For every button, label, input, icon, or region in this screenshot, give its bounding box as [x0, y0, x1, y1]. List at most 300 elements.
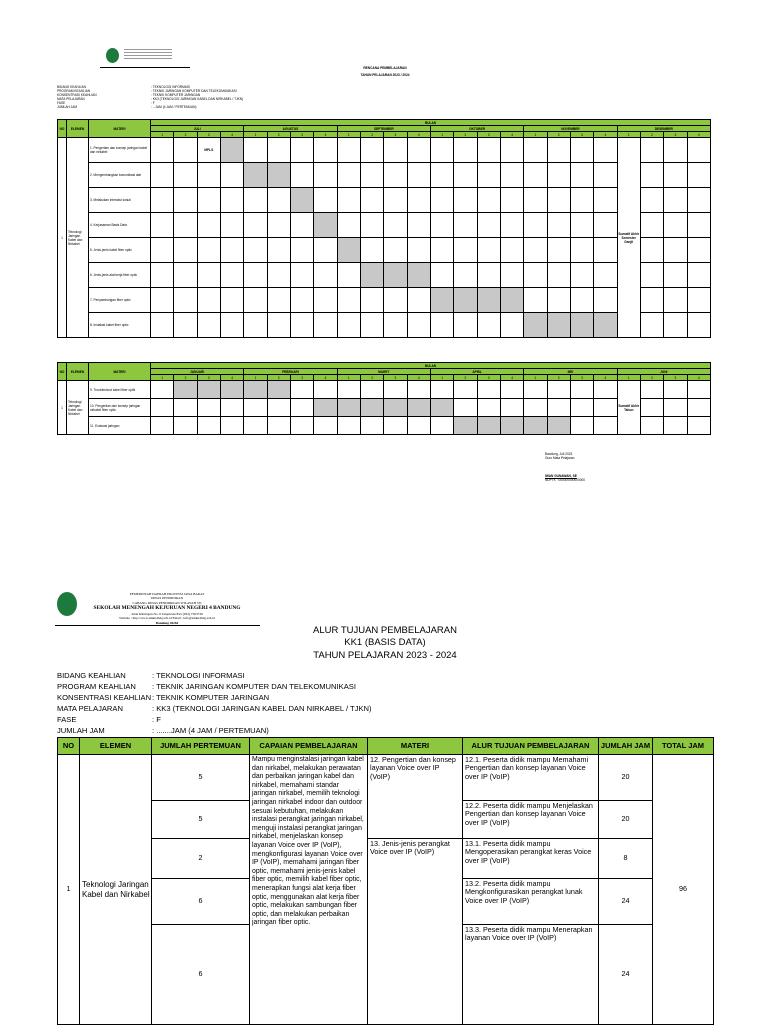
week-cell: [360, 417, 383, 435]
week-header: 2: [640, 132, 663, 138]
week-cell: [174, 288, 197, 313]
atp-cell: 12.2. Peserta didik mampu Menjelaskan Pengertian dan konsep layanan Voice over IP (VoIP): [463, 801, 599, 839]
row-no: 1: [58, 138, 67, 338]
week-cell: [430, 213, 453, 238]
week-cell: MPLS: [197, 138, 220, 163]
week-cell: [314, 417, 337, 435]
week-cell: [314, 188, 337, 213]
week-header: 3: [290, 132, 313, 138]
week-header: 2: [174, 132, 197, 138]
week-cell: [174, 381, 197, 399]
month-header: JUNI: [617, 369, 710, 375]
week-cell: [547, 163, 570, 188]
week-cell: [477, 263, 500, 288]
week-cell: [290, 313, 313, 338]
week-cell: [290, 213, 313, 238]
week-cell: [500, 163, 523, 188]
materi-cell: 12. Pengertian dan konsep layanan Voice over IP (VoIP): [368, 755, 463, 839]
week-cell: [524, 188, 547, 213]
week-cell: [407, 213, 430, 238]
week-cell: [290, 417, 313, 435]
hdr-bulan: BULAN: [151, 120, 711, 126]
week-cell: [500, 213, 523, 238]
week-cell: [594, 163, 617, 188]
doc2-letterhead: PEMERINTAH DAERAH PROVINSI JAWA BARAT DINAS PENDIDIKAN CABANG DINAS PENDIDIKAN WILAYAH VII SEKOLAH MENENGAH KEJURUAN NEGERI 4 BANDUNG Jalan Kliningan No. 6 Telephone/Fax (022) 7303736 Website : http://www.smkn4bdg.sch.id Email : info@smkn4bdg.sch.id Bandung 40264: [93, 592, 241, 625]
week-cell: [197, 163, 220, 188]
week-cell: [454, 399, 477, 417]
doc2-subtitle: KK1 (BASIS DATA): [344, 637, 426, 649]
week-cell: [454, 138, 477, 163]
week-cell: [454, 381, 477, 399]
week-cell: [407, 238, 430, 263]
week-cell: [500, 238, 523, 263]
col-capaian: CAPAIAN PEMBELAJARAN: [250, 738, 368, 755]
week-cell: [384, 263, 407, 288]
week-cell: [384, 417, 407, 435]
week-header: 3: [570, 375, 593, 381]
week-cell: [220, 238, 243, 263]
week-header: 3: [477, 132, 500, 138]
week-cell: [337, 163, 360, 188]
week-cell: [174, 263, 197, 288]
week-cell: [244, 263, 267, 288]
hdr-materi: MATERI: [89, 120, 151, 138]
col-jumlah-pertemuan: JUMLAH PERTEMUAN: [152, 738, 250, 755]
week-cell: [407, 263, 430, 288]
week-cell: [244, 163, 267, 188]
week-cell: [360, 238, 383, 263]
week-cell: [664, 399, 687, 417]
week-cell: [197, 213, 220, 238]
week-cell: [547, 263, 570, 288]
materi-cell: 1. Pengertian dan konsep jaringan kabel dan nirkabel: [89, 138, 151, 163]
week-cell: [314, 238, 337, 263]
row-no: 1: [58, 755, 80, 1025]
week-cell: [244, 213, 267, 238]
week-cell: [430, 313, 453, 338]
schedule-table-2: [57, 362, 711, 435]
week-cell: [430, 381, 453, 399]
week-cell: [244, 313, 267, 338]
materi-cell: 7. Penyambungan fiber optic: [89, 288, 151, 313]
week-cell: [337, 288, 360, 313]
week-cell: [687, 288, 710, 313]
jam-cell: 20: [599, 755, 653, 801]
col-total-jam: TOTAL JAM: [653, 738, 714, 755]
week-cell: [360, 313, 383, 338]
week-header: 3: [197, 132, 220, 138]
week-cell: [640, 188, 663, 213]
week-cell: [687, 313, 710, 338]
week-header: 4: [407, 375, 430, 381]
week-cell: [360, 163, 383, 188]
week-cell: [430, 238, 453, 263]
week-cell: [594, 313, 617, 338]
week-header: 3: [664, 375, 687, 381]
week-cell: [664, 381, 687, 399]
week-cell: [687, 213, 710, 238]
week-header: 2: [174, 375, 197, 381]
col-materi: MATERI: [368, 738, 463, 755]
week-header: 1: [524, 132, 547, 138]
materi-cell: 9. Troubleshoot kabel fiber optik: [89, 381, 151, 399]
week-cell: [524, 238, 547, 263]
hdr-no: NO: [58, 363, 67, 381]
week-cell: [407, 399, 430, 417]
week-cell: [594, 138, 617, 163]
doc1-letterhead: [124, 47, 172, 63]
sumatif-cell: Sumatif Akhir Semester Ganjil: [617, 138, 640, 338]
week-cell: [640, 263, 663, 288]
week-cell: [524, 213, 547, 238]
week-cell: [151, 163, 174, 188]
week-cell: [430, 263, 453, 288]
week-header: 2: [547, 132, 570, 138]
week-header: 4: [594, 375, 617, 381]
week-header: 4: [594, 132, 617, 138]
week-cell: [547, 213, 570, 238]
week-cell: [477, 417, 500, 435]
week-cell: [384, 188, 407, 213]
materi-cell: 10. Pengertian dan konsep jaringan nirkabel fiber optic: [89, 399, 151, 417]
week-cell: [267, 381, 290, 399]
week-cell: [407, 163, 430, 188]
week-cell: [290, 381, 313, 399]
week-cell: [197, 417, 220, 435]
week-cell: [570, 213, 593, 238]
week-cell: [360, 263, 383, 288]
doc2-title-block: [250, 625, 520, 662]
week-cell: [337, 399, 360, 417]
week-header: 3: [664, 132, 687, 138]
week-cell: [197, 288, 220, 313]
week-cell: [407, 417, 430, 435]
week-header: 2: [547, 375, 570, 381]
atp-table: [57, 737, 714, 1025]
week-header: 4: [220, 132, 243, 138]
week-cell: [290, 238, 313, 263]
week-cell: [594, 288, 617, 313]
week-header: 4: [407, 132, 430, 138]
week-cell: [570, 263, 593, 288]
month-header: DESEMBER: [617, 126, 710, 132]
week-cell: [430, 188, 453, 213]
materi-cell: 8. Instalasi kabel fiber optic: [89, 313, 151, 338]
week-cell: [407, 288, 430, 313]
week-cell: [687, 238, 710, 263]
week-cell: [220, 288, 243, 313]
week-cell: [314, 163, 337, 188]
week-cell: [151, 188, 174, 213]
total-jam-cell: 96: [653, 755, 714, 1025]
week-cell: [360, 288, 383, 313]
week-header: 3: [570, 132, 593, 138]
week-cell: [360, 138, 383, 163]
week-cell: [220, 213, 243, 238]
week-cell: [454, 213, 477, 238]
week-cell: [570, 163, 593, 188]
week-cell: [570, 238, 593, 263]
month-header: JANUARI: [151, 369, 244, 375]
week-cell: [430, 417, 453, 435]
week-cell: [430, 163, 453, 188]
week-cell: [290, 288, 313, 313]
week-cell: [547, 381, 570, 399]
week-cell: [664, 417, 687, 435]
week-cell: [360, 213, 383, 238]
week-cell: [687, 138, 710, 163]
atp-cell: 13.3. Peserta didik mampu Menerapkan layanan Voice over IP (VoIP): [463, 925, 599, 1025]
materi-cell: 11. Evaluasi jaringan: [89, 417, 151, 435]
doc1-year: TAHUN PELAJARAN 2023 / 2024: [360, 73, 410, 77]
hdr-no: NO: [58, 120, 67, 138]
week-cell: [220, 417, 243, 435]
week-cell: [500, 399, 523, 417]
week-cell: [524, 138, 547, 163]
week-cell: [454, 188, 477, 213]
week-cell: [500, 288, 523, 313]
week-cell: [640, 399, 663, 417]
week-cell: [267, 288, 290, 313]
week-header: 1: [151, 132, 174, 138]
week-cell: [197, 188, 220, 213]
week-cell: [314, 213, 337, 238]
week-cell: [384, 238, 407, 263]
week-cell: [570, 188, 593, 213]
week-header: 1: [617, 375, 640, 381]
week-cell: [664, 238, 687, 263]
week-cell: [477, 188, 500, 213]
week-cell: [430, 138, 453, 163]
week-cell: [290, 188, 313, 213]
week-header: 3: [290, 375, 313, 381]
week-cell: [687, 399, 710, 417]
doc1-signature: Bandung, Juli 2023 Guru Mata Pelajaran IWAN GUNAWAN, SE NUPTK : 000000000000000: [545, 452, 586, 482]
week-cell: [244, 399, 267, 417]
week-cell: [151, 263, 174, 288]
week-cell: [384, 163, 407, 188]
capaian-cell: Mampu menginstalasi jaringan kabel dan nirkabel, melakukan perawatan dan perbaikan jaringan kabel dan nirkabel, memahami standar jaringan nirkabel, memilih teknologi jaringan nirkabel indoor dan outdoor sesuai kebutuhan, melakukan instalasi perangkat jaringan nirkabel, menguji instalasi perangkat jaringan nirkabel, menjelaskan konsep layanan Voice over IP (VoIP), mengkonfigurasi layanan Voice over IP (VoIP), memahami jaringan fiber optic, memahami jenis-jenis kabel fiber optic, memilih kabel fiber optic, menerapkan fungsi alat kerja fiber optic, menggunakan alat kerja fiber optic, melakukan sambungan fiber optic, dan melakukan perbaikan jaringan fiber optic.: [250, 755, 368, 1025]
week-cell: [547, 399, 570, 417]
week-cell: [594, 399, 617, 417]
month-header: AGUSTUS: [244, 126, 337, 132]
school-logo-icon: [57, 592, 77, 616]
week-cell: [174, 313, 197, 338]
week-cell: [640, 138, 663, 163]
week-cell: [244, 381, 267, 399]
week-cell: [524, 313, 547, 338]
week-header: 4: [220, 375, 243, 381]
week-cell: [594, 188, 617, 213]
week-cell: [454, 163, 477, 188]
atp-cell: 13.1. Peserta didik mampu Mengoperasikan perangkat keras Voice over IP (VoIP): [463, 839, 599, 879]
materi-cell: 13. Jenis-jenis perangkat Voice over IP (VoIP): [368, 839, 463, 1025]
week-cell: [220, 163, 243, 188]
week-cell: [640, 288, 663, 313]
week-header: 4: [314, 375, 337, 381]
week-cell: [220, 399, 243, 417]
sumatif-cell: Sumatif Akhir Tahun: [617, 381, 640, 435]
week-cell: [407, 381, 430, 399]
atp-cell: 12.1. Peserta didik mampu Memahami Pengertian dan konsep layanan Voice over IP (VoIP): [463, 755, 599, 801]
week-header: 1: [337, 375, 360, 381]
week-cell: [337, 138, 360, 163]
week-cell: [500, 138, 523, 163]
week-cell: [594, 381, 617, 399]
month-header: OKTOBER: [430, 126, 523, 132]
week-cell: [454, 313, 477, 338]
week-header: 2: [267, 132, 290, 138]
week-cell: [337, 238, 360, 263]
week-cell: [570, 288, 593, 313]
week-header: 4: [687, 375, 710, 381]
jam-cell: 24: [599, 879, 653, 925]
materi-cell: 3. Melakukan interaksi sosial: [89, 188, 151, 213]
week-cell: [664, 213, 687, 238]
week-cell: [151, 138, 174, 163]
week-cell: [594, 417, 617, 435]
week-cell: [570, 313, 593, 338]
materi-cell: 6. Jenis-jenis alat kerja fiber optic: [89, 263, 151, 288]
week-cell: [151, 313, 174, 338]
hdr-bulan: BULAN: [151, 363, 711, 369]
doc2-info: BIDANG KEAHLIAN : TEKNOLOGI INFORMASI PROGRAM KEAHLIAN : TEKNIK JARINGAN KOMPUTER DAN TELEKOMUNIKASI KONSENTRASI KEAHLIAN : TEKNIK KOMPUTER JARINGAN MATA PELAJARAN : KK3 (TEKNOLOGI JARINGAN KABEL DAN NIRKABEL / TJKN) FASE : F JUMLAH JAM : .......JAM (4 JAM / PERTEMUAN): [57, 671, 372, 735]
week-cell: [570, 399, 593, 417]
week-cell: [151, 213, 174, 238]
week-cell: [151, 381, 174, 399]
jam-cell: 20: [599, 801, 653, 839]
week-cell: [337, 381, 360, 399]
school-logo-icon: [106, 48, 119, 63]
week-cell: [314, 399, 337, 417]
week-header: 1: [244, 132, 267, 138]
atp-cell: 13.2. Peserta didik mampu Mengkonfigurasikan perangkat lunak Voice over IP (VoIP): [463, 879, 599, 925]
week-cell: [640, 238, 663, 263]
week-cell: [664, 163, 687, 188]
row-elemen: Teknologi Jaringan Kabel dan Nirkabel: [80, 755, 152, 1025]
week-cell: [384, 138, 407, 163]
week-header: 1: [524, 375, 547, 381]
week-cell: [384, 213, 407, 238]
week-cell: [244, 288, 267, 313]
week-cell: [500, 417, 523, 435]
week-cell: [640, 417, 663, 435]
week-header: 4: [500, 132, 523, 138]
hdr-elemen: ELEMEN: [67, 363, 89, 381]
col-atp: ALUR TUJUAN PEMBELAJARAN: [463, 738, 599, 755]
week-cell: [687, 417, 710, 435]
jam-cell: 24: [599, 925, 653, 1025]
week-cell: [454, 238, 477, 263]
week-cell: [337, 417, 360, 435]
week-cell: [174, 417, 197, 435]
col-no: NO: [58, 738, 80, 755]
week-cell: [174, 399, 197, 417]
week-cell: [547, 417, 570, 435]
week-header: 3: [384, 132, 407, 138]
week-cell: [267, 399, 290, 417]
doc2-title: ALUR TUJUAN PEMBELAJARAN: [313, 625, 457, 636]
week-cell: [290, 163, 313, 188]
week-cell: [197, 263, 220, 288]
week-cell: [384, 381, 407, 399]
week-cell: [407, 188, 430, 213]
week-cell: [594, 213, 617, 238]
week-header: 1: [244, 375, 267, 381]
week-cell: [594, 263, 617, 288]
week-cell: [244, 238, 267, 263]
week-cell: [337, 188, 360, 213]
week-header: 1: [430, 375, 453, 381]
week-cell: [640, 163, 663, 188]
pertemuan-cell: 2: [152, 839, 250, 879]
week-cell: [314, 313, 337, 338]
week-header: 3: [197, 375, 220, 381]
month-header: MARET: [337, 369, 430, 375]
week-cell: [547, 238, 570, 263]
week-cell: [477, 213, 500, 238]
week-cell: [267, 138, 290, 163]
week-cell: [570, 417, 593, 435]
week-cell: [524, 263, 547, 288]
materi-cell: 4. Kerjasaman Basis Data: [89, 213, 151, 238]
week-cell: [687, 381, 710, 399]
week-cell: [640, 313, 663, 338]
week-cell: [407, 138, 430, 163]
week-cell: [570, 381, 593, 399]
week-cell: [197, 399, 220, 417]
week-cell: [290, 263, 313, 288]
week-cell: [594, 238, 617, 263]
doc1-info: BIDANG KEAHLIAN : TEKNOLOGI INFORMASI PROGRAM KEAHLIAN : TEKNIK JARINGAN KOMPUTER DAN TELEKOMUNIKASI KONSENTRASI KEAHLIAN : TEKNIK KOMPUTER JARINGAN MATA PELAJARAN : KK3 (TEKNOLOGI JARINGAN KABEL DAN NIRKABEL / TJKN) FASE : F JUMLAH JAM : ...JAM (4 JAM / PERTEMUAN): [57, 85, 244, 109]
week-cell: [547, 288, 570, 313]
week-cell: [664, 263, 687, 288]
week-header: 4: [500, 375, 523, 381]
week-cell: [267, 213, 290, 238]
month-header: APRIL: [430, 369, 523, 375]
pertemuan-cell: 5: [152, 755, 250, 801]
week-cell: [430, 399, 453, 417]
week-header: 1: [151, 375, 174, 381]
jam-cell: 8: [599, 839, 653, 879]
week-cell: [570, 138, 593, 163]
week-cell: [267, 163, 290, 188]
row-elemen: Teknologi Jaringan Kabel dan Nirkabel: [67, 138, 89, 338]
week-cell: [314, 138, 337, 163]
week-cell: [664, 188, 687, 213]
week-cell: [524, 381, 547, 399]
week-cell: [197, 313, 220, 338]
week-cell: [267, 238, 290, 263]
col-elemen: ELEMEN: [80, 738, 152, 755]
week-cell: [500, 313, 523, 338]
week-cell: [384, 399, 407, 417]
row-elemen: Teknologi Jaringan Kabel dan Nirkabel: [67, 381, 89, 435]
week-cell: [407, 313, 430, 338]
schedule-table-1: [57, 119, 711, 338]
week-cell: [220, 138, 243, 163]
week-cell: [547, 138, 570, 163]
week-header: 4: [687, 132, 710, 138]
week-cell: [314, 263, 337, 288]
week-cell: [220, 263, 243, 288]
week-cell: [151, 288, 174, 313]
week-cell: [454, 417, 477, 435]
week-cell: [477, 238, 500, 263]
week-cell: [314, 288, 337, 313]
month-header: NOVEMBER: [524, 126, 617, 132]
week-cell: [174, 188, 197, 213]
